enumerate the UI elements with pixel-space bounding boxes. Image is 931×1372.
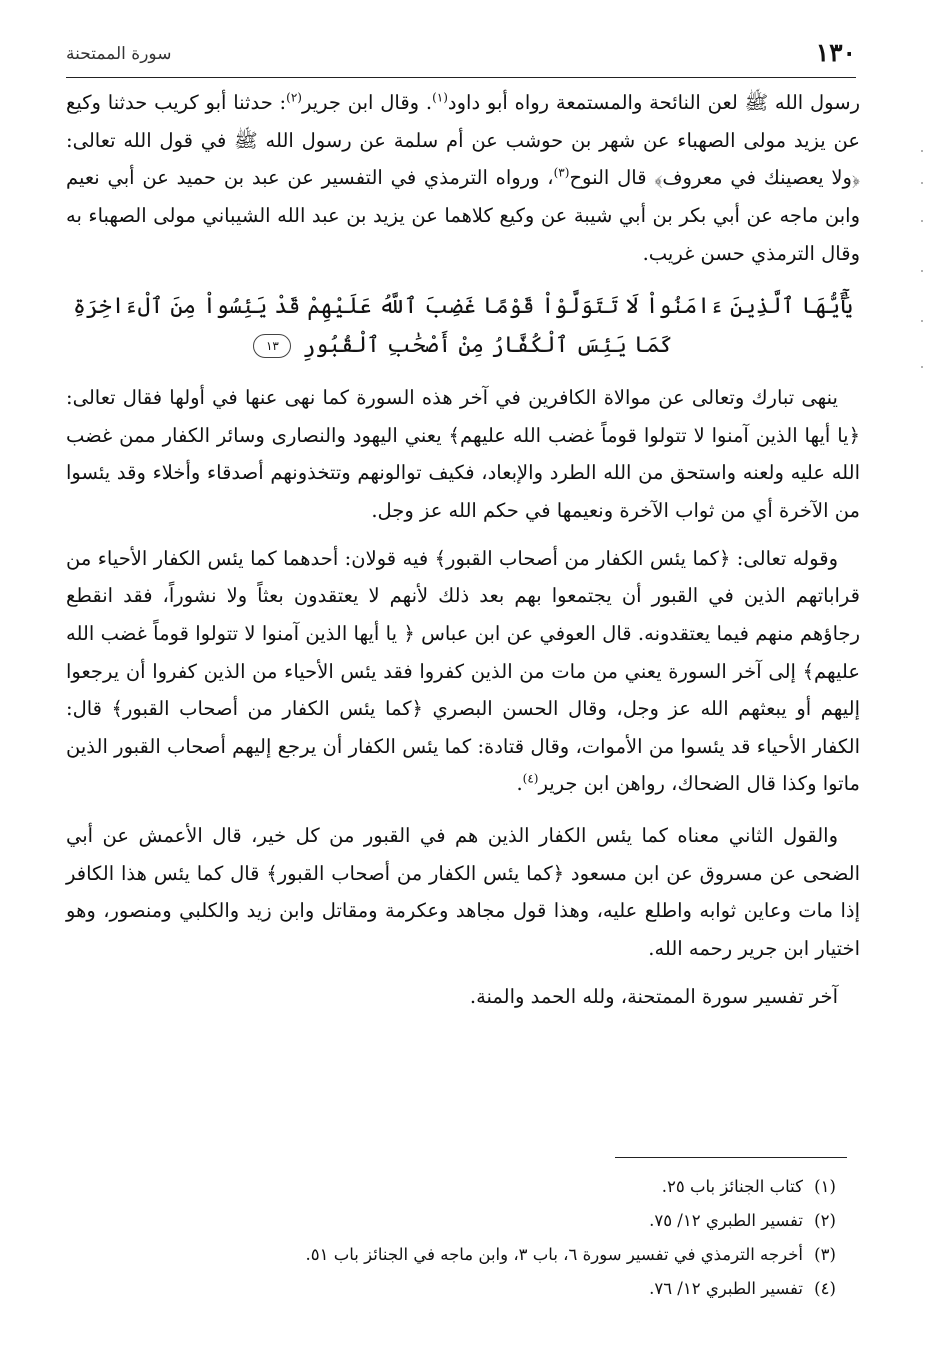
footnote-number: (١) bbox=[814, 1177, 836, 1196]
footnote-ref-4: (٤) bbox=[522, 771, 539, 786]
verse-number: ١٣ bbox=[253, 334, 291, 358]
footnote-number: (٣) bbox=[814, 1245, 836, 1264]
footnote-text: أخرجه الترمذي في تفسير سورة ٦، باب ٣، وابن ماجه في الجنائز باب ٥١. bbox=[305, 1245, 803, 1264]
paragraph-hadith: رسول الله ﷺ لعن النائحة والمستمعة رواه أبو داود$^{(١)}$. وقال ابن جرير$^{(٢)}$: حدثنا أبو كريب حدثنا وكيع عن يزيد مولى الصهباء عن شهر بن حوشب عن أم سلمة عن رسول الله ﷺ في قول الله تعالى: ﴿ولا يعصينك في معروف﴾ قال النوح$^{(٣)}$، ورواه الترمذي في التفسير عن عبد بن حميد عن أبي نعيم وابن ماجه عن أبي بكر بن أبي شيبة عن وكيع كلاهما عن يزيد بن عبد الله الشيباني مولى الصهباء به وقال الترمذي حسن غريب. bbox=[66, 90, 860, 265]
footnote-divider bbox=[615, 1157, 847, 1158]
footnote bbox=[147, 1204, 847, 1238]
footnote-text: كتاب الجنائز باب ٢٥. bbox=[661, 1177, 803, 1196]
scan-margin-specks bbox=[913, 130, 927, 390]
surah-closing: آخر تفسير سورة الممتحنة، ولله الحمد والمنة. bbox=[469, 984, 838, 1008]
surah-title: سورة الممتحنة bbox=[66, 44, 172, 64]
quran-verse bbox=[66, 288, 860, 365]
footnote-ref-2: (٢) bbox=[286, 90, 302, 105]
footnote-ref-1: (١) bbox=[432, 90, 448, 105]
footnote-ref-3: (٣) bbox=[553, 165, 570, 180]
footnote-text: تفسير الطبري ١٢/ ٧٦. bbox=[649, 1279, 803, 1298]
footnotes bbox=[147, 1170, 847, 1306]
header-divider bbox=[66, 77, 856, 78]
paragraph-tafsir-1: ينهى تبارك وتعالى عن موالاة الكافرين في آخر هذه السورة كما نهى عنها في أولها فقال تعالى: ﴿يا أيها الذين آمنوا لا تتولوا قوماً غضب الله عليهم﴾ يعني اليهود والنصارى وسائر الكفار ممن غضب الله عليه ولعنه واستحق من الله الطرد والإبعاد، فكيف توالونهم وتتخذونهم أصدقاء وأخلاء وقد يئسوا من الآخرة أي من ثواب الآخرة ونعيمها في حكم الله عز وجل. bbox=[66, 386, 860, 522]
footnote bbox=[147, 1272, 847, 1306]
verse-text: يَٰٓأَيُّهَا ٱلَّذِينَ ءَامَنُواْ لَا تَتَوَلَّوْاْ قَوْمًا غَضِبَ ٱللَّهُ عَلَيْهِمْ قَدْ يَئِسُواْ مِنَ ٱلْءَاخِرَةِ كَمَا يَئِسَ ٱلْكُفَّارُ مِنْ أَصْحَٰبِ ٱلْقُبُورِ bbox=[72, 294, 853, 358]
footnote bbox=[147, 1238, 847, 1272]
footnote bbox=[147, 1170, 847, 1204]
footnote-text: تفسير الطبري ١٢/ ٧٥. bbox=[649, 1211, 803, 1230]
paragraph-tafsir-2: وقوله تعالى: ﴿كما يئس الكفار من أصحاب القبور﴾ فيه قولان: أحدهما كما يئس الكفار الأحياء من قراباتهم الذين في القبور أن يجتمعوا بهم بعد ذلك لأنهم لا يعتقدون بعثاً ولا نشوراً، فقد انقطع رجاؤهم منهم فيما يعتقدونه. قال العوفي عن ابن عباس ﴿ يا أيها الذين آمنوا لا تتولوا قوماً غضب الله عليهم﴾ إلى آخر السورة يعني من مات من الذين كفروا فقد يئس الأحياء من الذين كفروا أن يرجعوا إليهم أو يبعثهم الله عز وجل، وقال الحسن البصري ﴿كما يئس الكفار من أصحاب القبور﴾ قال: الكفار الأحياء قد يئسوا من الأموات، وقال قتادة: كما يئس الكفار أن يرجع إليهم أصحاب القبور الذين ماتوا وكذا قال الضحاك، رواهن ابن جرير$^{(٤)}$. bbox=[66, 546, 860, 796]
page-number: ١٣٠ bbox=[815, 38, 856, 67]
paragraph-tafsir-3: والقول الثاني معناه كما يئس الكفار الذين هم في القبور من كل خير، قال الأعمش عن أبي الضحى عن مسروق عن ابن مسعود ﴿كما يئس الكفار من أصحاب القبور﴾ قال كما يئس هذا الكافر إذا مات وعاين ثوابه واطلع عليه، وهذا قول مجاهد وعكرمة ومقاتل وابن زيد والكلبي ومنصور، وهو اختيار ابن جرير رحمه الله. bbox=[66, 824, 860, 960]
page-header bbox=[66, 30, 856, 74]
footnote-number: (٤) bbox=[814, 1279, 836, 1298]
page-body bbox=[66, 84, 860, 1015]
footnote-number: (٢) bbox=[814, 1211, 836, 1230]
